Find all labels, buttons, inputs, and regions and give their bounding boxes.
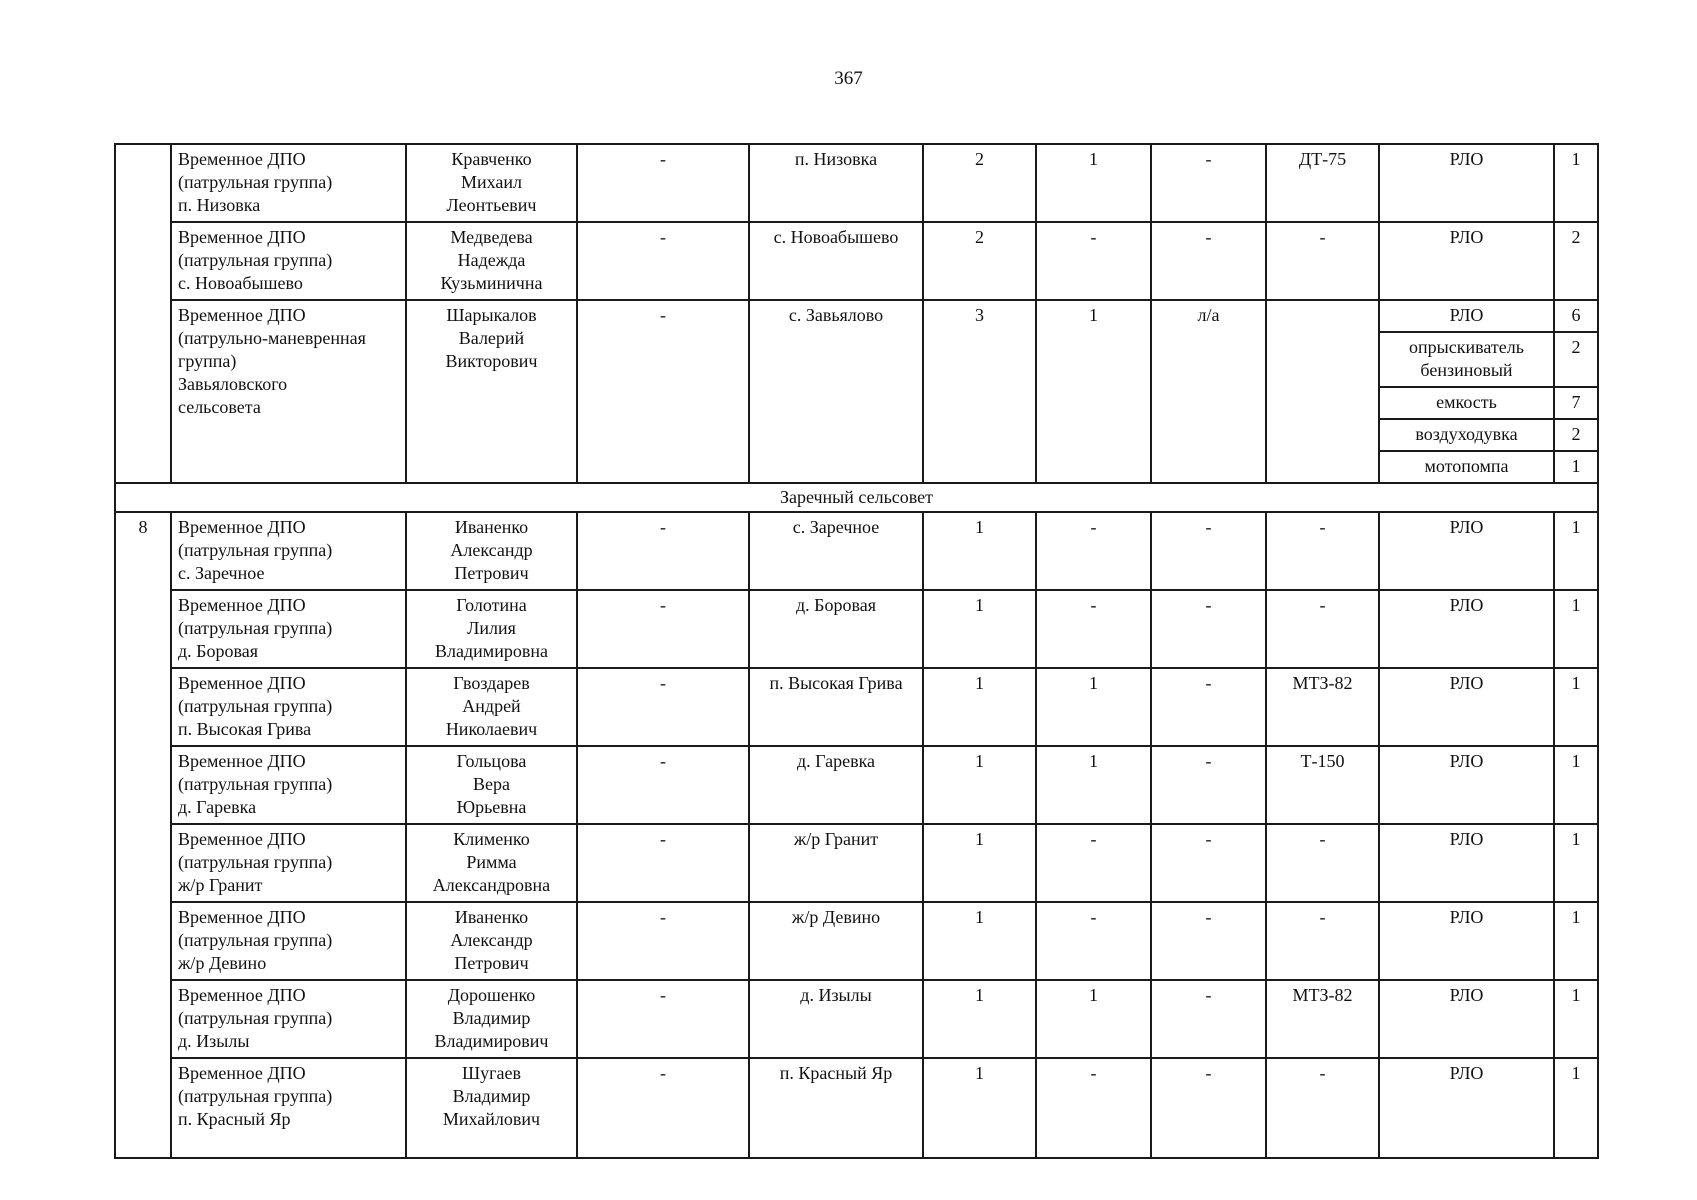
table-row xyxy=(115,902,1598,980)
tech-count-cell: - xyxy=(1036,902,1151,980)
fire-brigades-table xyxy=(114,143,1599,1159)
brigade-name-cell-line: (патрульная группа) xyxy=(178,696,333,716)
quantity-cell: 1 xyxy=(1554,512,1598,590)
location-cell: д. Боровая xyxy=(749,590,923,668)
equipment-cell-line: РЛО xyxy=(1449,305,1484,325)
staff-count-cell: 2 xyxy=(923,222,1036,300)
head-name-cell-line: Викторович xyxy=(445,351,538,371)
equipment-cell xyxy=(1379,668,1554,746)
tech-count-cell: - xyxy=(1036,1058,1151,1158)
brigade-name-cell-line: Временное ДПО xyxy=(178,149,306,169)
head-name-cell xyxy=(406,222,577,300)
staff-count-cell: 1 xyxy=(923,746,1036,824)
tech-count-cell: 1 xyxy=(1036,746,1151,824)
column-3-cell: - xyxy=(577,300,749,483)
location-cell: с. Новоабышево xyxy=(749,222,923,300)
head-name-cell xyxy=(406,980,577,1058)
brigade-name-cell-line: Временное ДПО xyxy=(178,985,306,1005)
column-3-cell: - xyxy=(577,512,749,590)
head-name-cell xyxy=(406,824,577,902)
brigade-name-cell-line: п. Низовка xyxy=(178,195,261,215)
column-3-cell: - xyxy=(577,902,749,980)
vehicle-cell: - xyxy=(1151,512,1266,590)
brigade-name-cell-line: с. Заречное xyxy=(178,563,265,583)
brigade-name-cell-line: Временное ДПО xyxy=(178,305,306,325)
row-number-cell xyxy=(115,144,171,483)
brigade-name-cell-line: Временное ДПО xyxy=(178,907,306,927)
equipment-cell-line: РЛО xyxy=(1449,907,1484,927)
column-3-cell: - xyxy=(577,590,749,668)
brigade-name-cell xyxy=(171,222,406,300)
equipment-cell-line: бензиновый xyxy=(1420,360,1513,380)
equipment-cell-line: РЛО xyxy=(1449,829,1484,849)
equipment-cell-line: РЛО xyxy=(1449,595,1484,615)
head-name-cell xyxy=(406,746,577,824)
equipment-cell-line: РЛО xyxy=(1449,227,1484,247)
quantity-cell: 1 xyxy=(1554,980,1598,1058)
vehicle-cell: - xyxy=(1151,980,1266,1058)
table-row xyxy=(115,824,1598,902)
head-name-cell-line: Дорошенко xyxy=(447,985,536,1005)
table-row xyxy=(115,746,1598,824)
table-row xyxy=(115,144,1598,222)
head-name-cell-line: Михайлович xyxy=(442,1109,541,1129)
tractor-cell: МТЗ-82 xyxy=(1266,980,1379,1058)
tractor-cell: - xyxy=(1266,824,1379,902)
tractor-cell: - xyxy=(1266,512,1379,590)
location-cell: ж/р Гранит xyxy=(749,824,923,902)
tech-count-cell: - xyxy=(1036,222,1151,300)
brigade-name-cell-line: (патрульная группа) xyxy=(178,618,333,638)
column-3-cell: - xyxy=(577,746,749,824)
head-name-cell-line: Александр xyxy=(450,540,533,560)
location-cell: с. Завьялово xyxy=(749,300,923,483)
page-number: 367 xyxy=(834,68,863,89)
quantity-cell: 1 xyxy=(1554,824,1598,902)
tractor-cell: ДТ-75 xyxy=(1266,144,1379,222)
equipment-cell-line: опрыскиватель xyxy=(1409,337,1524,357)
tractor-cell: - xyxy=(1266,222,1379,300)
staff-count-cell: 2 xyxy=(923,144,1036,222)
head-name-cell-line: Петрович xyxy=(454,953,529,973)
head-name-cell-line: Кравченко xyxy=(451,149,532,169)
brigade-name-cell xyxy=(171,590,406,668)
head-name-cell-line: Римма xyxy=(466,852,517,872)
head-name-cell-line: Андрей xyxy=(462,696,521,716)
brigade-name-cell-line: Временное ДПО xyxy=(178,751,306,771)
table-body xyxy=(115,144,1598,1158)
brigade-name-cell-line: Временное ДПО xyxy=(178,595,306,615)
head-name-cell-line: Владимир xyxy=(452,1008,531,1028)
location-cell: п. Красный Яр xyxy=(749,1058,923,1158)
staff-count-cell: 1 xyxy=(923,1058,1036,1158)
tech-count-cell: 1 xyxy=(1036,668,1151,746)
staff-count-cell: 1 xyxy=(923,590,1036,668)
row-number-cell: 8 xyxy=(115,512,171,1158)
column-3-cell: - xyxy=(577,824,749,902)
column-3-cell: - xyxy=(577,1058,749,1158)
vehicle-cell: - xyxy=(1151,144,1266,222)
head-name-cell-line: Иваненко xyxy=(454,517,529,537)
brigade-name-cell-line: с. Новоабышево xyxy=(178,273,303,293)
head-name-cell-line: Николаевич xyxy=(445,719,538,739)
head-name-cell-line: Владимировна xyxy=(435,641,548,661)
column-3-cell: - xyxy=(577,980,749,1058)
equipment-cell xyxy=(1379,512,1554,590)
equipment-cell xyxy=(1379,332,1554,387)
head-name-cell-line: Клименко xyxy=(453,829,530,849)
quantity-cell: 1 xyxy=(1554,451,1598,483)
head-name-cell-line: Гвоздарев xyxy=(453,673,530,693)
tractor-cell xyxy=(1266,300,1379,483)
tractor-cell: - xyxy=(1266,902,1379,980)
brigade-name-cell-line: д. Гаревка xyxy=(178,797,257,817)
head-name-cell-line: Владимирович xyxy=(434,1031,549,1051)
head-name-cell-line: Петрович xyxy=(454,563,529,583)
vehicle-cell: - xyxy=(1151,590,1266,668)
brigade-name-cell-line: п. Красный Яр xyxy=(178,1109,291,1129)
equipment-cell xyxy=(1379,222,1554,300)
tractor-cell: - xyxy=(1266,590,1379,668)
quantity-cell: 7 xyxy=(1554,387,1598,419)
head-name-cell-line: Надежда xyxy=(457,250,526,270)
head-name-cell xyxy=(406,512,577,590)
staff-count-cell: 1 xyxy=(923,668,1036,746)
equipment-cell xyxy=(1379,902,1554,980)
quantity-cell: 1 xyxy=(1554,590,1598,668)
brigade-name-cell-line: Временное ДПО xyxy=(178,829,306,849)
brigade-name-cell-line: (патрульная группа) xyxy=(178,540,333,560)
head-name-cell-line: Кузьминична xyxy=(440,273,543,293)
location-cell: с. Заречное xyxy=(749,512,923,590)
equipment-cell xyxy=(1379,144,1554,222)
vehicle-cell: - xyxy=(1151,222,1266,300)
table-row xyxy=(115,980,1598,1058)
brigade-name-cell-line: Временное ДПО xyxy=(178,517,306,537)
head-name-cell-line: Шарыкалов xyxy=(446,305,537,325)
head-name-cell-line: Михаил xyxy=(460,172,522,192)
tractor-cell: Т-150 xyxy=(1266,746,1379,824)
quantity-cell: 1 xyxy=(1554,746,1598,824)
head-name-cell-line: Медведева xyxy=(450,227,533,247)
brigade-name-cell-line: ж/р Девино xyxy=(178,953,267,973)
head-name-cell-line: Юрьевна xyxy=(456,797,527,817)
brigade-name-cell-line: ж/р Гранит xyxy=(178,875,263,895)
tech-count-cell: 1 xyxy=(1036,144,1151,222)
equipment-cell xyxy=(1379,451,1554,483)
head-name-cell-line: Иваненко xyxy=(454,907,529,927)
equipment-cell-line: РЛО xyxy=(1449,149,1484,169)
equipment-cell xyxy=(1379,980,1554,1058)
brigade-name-cell xyxy=(171,746,406,824)
head-name-cell-line: Леонтьевич xyxy=(446,195,537,215)
brigade-name-cell-line: Временное ДПО xyxy=(178,673,306,693)
section-row xyxy=(115,483,1598,512)
section-title: Заречный сельсовет xyxy=(115,483,1598,512)
brigade-name-cell-line: (патрульная группа) xyxy=(178,852,333,872)
location-cell: д. Изылы xyxy=(749,980,923,1058)
quantity-cell: 1 xyxy=(1554,902,1598,980)
location-cell: п. Низовка xyxy=(749,144,923,222)
tech-count-cell: - xyxy=(1036,824,1151,902)
table-row xyxy=(115,668,1598,746)
head-name-cell xyxy=(406,902,577,980)
head-name-cell-line: Гольцова xyxy=(456,751,527,771)
head-name-cell xyxy=(406,144,577,222)
equipment-cell xyxy=(1379,746,1554,824)
staff-count-cell: 1 xyxy=(923,902,1036,980)
brigade-name-cell-line: (патрульная группа) xyxy=(178,172,333,192)
head-name-cell-line: Валерий xyxy=(458,328,525,348)
brigade-name-cell-line: (патрульная группа) xyxy=(178,1086,333,1106)
location-cell: д. Гаревка xyxy=(749,746,923,824)
table-row xyxy=(115,590,1598,668)
quantity-cell: 1 xyxy=(1554,144,1598,222)
brigade-name-cell-line: группа) xyxy=(178,351,237,371)
brigade-name-cell-line: д. Изылы xyxy=(178,1031,250,1051)
equipment-cell xyxy=(1379,824,1554,902)
location-cell: п. Высокая Грива xyxy=(749,668,923,746)
brigade-name-cell xyxy=(171,300,406,483)
equipment-cell xyxy=(1379,590,1554,668)
equipment-cell xyxy=(1379,300,1554,332)
head-name-cell xyxy=(406,1058,577,1158)
location-cell: ж/р Девино xyxy=(749,902,923,980)
equipment-cell-line: РЛО xyxy=(1449,751,1484,771)
brigade-name-cell-line: (патрульная группа) xyxy=(178,774,333,794)
vehicle-cell: - xyxy=(1151,1058,1266,1158)
vehicle-cell: л/а xyxy=(1151,300,1266,483)
head-name-cell xyxy=(406,590,577,668)
equipment-cell-line: РЛО xyxy=(1449,517,1484,537)
head-name-cell-line: Шугаев xyxy=(461,1063,522,1083)
equipment-cell xyxy=(1379,387,1554,419)
brigade-name-cell-line: Временное ДПО xyxy=(178,1063,306,1083)
head-name-cell-line: Александровна xyxy=(432,875,551,895)
column-3-cell: - xyxy=(577,222,749,300)
brigade-name-cell-line: д. Боровая xyxy=(178,641,259,661)
head-name-cell-line: Лилия xyxy=(467,618,516,638)
column-3-cell: - xyxy=(577,144,749,222)
brigade-name-cell-line: п. Высокая Грива xyxy=(178,719,312,739)
table-row xyxy=(115,222,1598,300)
brigade-name-cell xyxy=(171,512,406,590)
staff-count-cell: 1 xyxy=(923,824,1036,902)
vehicle-cell: - xyxy=(1151,668,1266,746)
brigade-name-cell xyxy=(171,980,406,1058)
brigade-name-cell-line: сельсовета xyxy=(178,397,261,417)
staff-count-cell: 3 xyxy=(923,300,1036,483)
brigade-name-cell-line: Завьяловского xyxy=(178,374,288,394)
vehicle-cell: - xyxy=(1151,824,1266,902)
table-row xyxy=(115,512,1598,590)
brigade-name-cell-line: (патрульная группа) xyxy=(178,1008,333,1028)
brigade-name-cell-line: (патрульная группа) xyxy=(178,930,333,950)
head-name-cell-line: Владимир xyxy=(452,1086,531,1106)
quantity-cell: 1 xyxy=(1554,668,1598,746)
equipment-cell-line: РЛО xyxy=(1449,673,1484,693)
brigade-name-cell-line: (патрульная группа) xyxy=(178,250,333,270)
quantity-cell: 6 xyxy=(1554,300,1598,332)
quantity-cell: 2 xyxy=(1554,222,1598,300)
vehicle-cell: - xyxy=(1151,746,1266,824)
brigade-name-cell xyxy=(171,902,406,980)
column-3-cell: - xyxy=(577,668,749,746)
quantity-cell: 1 xyxy=(1554,1058,1598,1158)
tech-count-cell: - xyxy=(1036,590,1151,668)
tech-count-cell: 1 xyxy=(1036,300,1151,483)
equipment-cell-line: мотопомпа xyxy=(1424,456,1509,476)
equipment-cell-line: емкость xyxy=(1436,392,1497,412)
quantity-cell: 2 xyxy=(1554,419,1598,451)
brigade-name-cell xyxy=(171,144,406,222)
head-name-cell-line: Голотина xyxy=(456,595,527,615)
equipment-cell xyxy=(1379,419,1554,451)
brigade-name-cell xyxy=(171,668,406,746)
equipment-cell-line: РЛО xyxy=(1449,1063,1484,1083)
brigade-name-cell-line: Временное ДПО xyxy=(178,227,306,247)
vehicle-cell: - xyxy=(1151,902,1266,980)
tech-count-cell: 1 xyxy=(1036,980,1151,1058)
brigade-name-cell xyxy=(171,824,406,902)
brigade-name-cell-line: (патрульно-маневренная xyxy=(178,328,366,348)
table-row xyxy=(115,1058,1598,1158)
staff-count-cell: 1 xyxy=(923,980,1036,1058)
table-row xyxy=(115,300,1598,332)
brigade-name-cell xyxy=(171,1058,406,1158)
equipment-cell-line: воздуходувка xyxy=(1415,424,1518,444)
tech-count-cell: - xyxy=(1036,512,1151,590)
head-name-cell-line: Александр xyxy=(450,930,533,950)
staff-count-cell: 1 xyxy=(923,512,1036,590)
equipment-cell xyxy=(1379,1058,1554,1158)
quantity-cell: 2 xyxy=(1554,332,1598,387)
tractor-cell: МТЗ-82 xyxy=(1266,668,1379,746)
head-name-cell xyxy=(406,300,577,483)
tractor-cell: - xyxy=(1266,1058,1379,1158)
equipment-cell-line: РЛО xyxy=(1449,985,1484,1005)
head-name-cell-line: Вера xyxy=(473,774,510,794)
head-name-cell xyxy=(406,668,577,746)
